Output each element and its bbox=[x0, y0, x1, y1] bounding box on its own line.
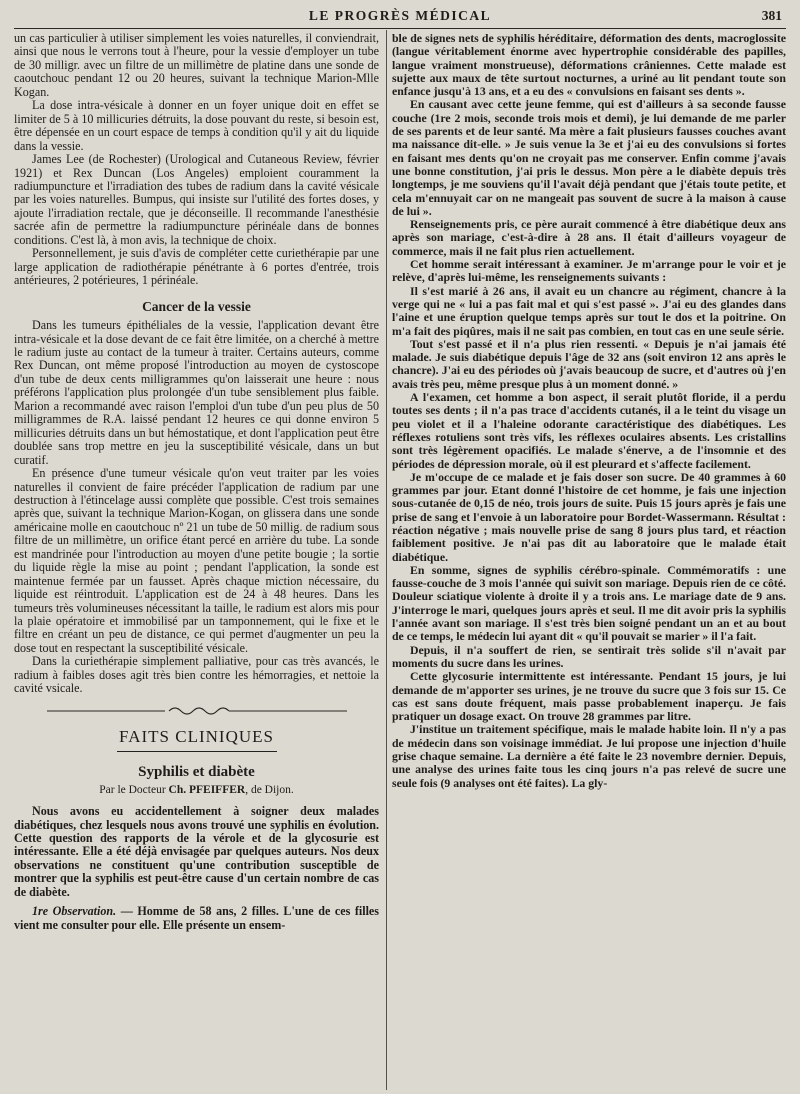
section-heading: Cancer de la vessie bbox=[142, 298, 251, 314]
page-header bbox=[14, 8, 786, 30]
paragraph: James Lee (de Rochester) (Urological and Cutaneous Review, février 1921) et Rex Duncan (Los Angeles) emploient couramment la radiumpuncture et l'irradiation des tubes de radium dans la cavité vésicale par les voies naturelles. Bumpus, qui insiste sur l'utilité des fortes doses, y ajoute l'irradiation rectale, que je déconseille. Il recommande l'anesthésie sacrée afin de permettre la radiumpuncture périnéale dans de bonnes conditions. C'est là, à mon avis, la technique de choix. bbox=[14, 152, 379, 247]
right-column bbox=[392, 32, 786, 1088]
paragraph: Je m'occupe de ce malade et je fais doser son sucre. De 40 grammes à 60 grammes par jour. Etant donné l'histoire de cet homme, je fais une injection sous-cutanée de 0,15 de néo, trois jours de suite. Puis 15 jours après je fais une prise de sang et l'envoie à un laboratoire pour Bordet-Wassermann. Résultat : réaction négative ; mais nouvelle prise de sang 8 jours plus tard, et réaction faiblement positive. Je n'ai pas dit au laboratoire que le malade était diabétique. bbox=[392, 469, 786, 564]
paragraph: Nous avons eu accidentellement à soigner deux malades diabétiques, chez lesquels nous avons trouvé une syphilis en évolution. Cette question des rapports de la vérole et de la glycosurie est intéressante. Elle a été déjà envisagée par quelques auteurs. Nos deux observations ne constituent qu'une contribution susceptible de montrer que la syphilis est peut-être cause d'un certain nombre de cas de diabète. bbox=[14, 804, 379, 899]
paragraph: Renseignements pris, ce père aurait commencé à être diabétique deux ans après son mariage, c'est-à-dire à 28 ans. Il était d'ailleurs voyageur de commerce, mais il ne fait plus rien actuellement. bbox=[392, 217, 786, 258]
left-column bbox=[14, 32, 379, 1088]
paragraph: En somme, signes de syphilis cérébro-spinale. Commémoratifs : une fausse-couche de 3 mois l'année qui suivit son mariage. Depuis rien de ce côté. Douleur sciatique violente à droite il y a trois ans. Le mariage date de 9 ans. J'interroge le mari, quelques jours après et seul. Il me dit avoir pris la syphilis l'année avant son mariage. Il s'est très bien soigné pendant un an et au bout de ce temps, le médecin lui ayant dit « qu'il pouvait se marier » il l'a fait. bbox=[392, 562, 786, 644]
paragraph: Il s'est marié à 26 ans, il avait eu un chancre au régiment, chancre à la verge qui ne « lui a pas fait mal et qui s'est passé ». J'ai eu des glandes dans l'aine et une éruption quelque temps après sur tout le dos et la poitrine. On m'a fait des piqûres, mais il ne sait pas combien, en tout cas en une seule série. bbox=[392, 283, 786, 338]
paragraph: La dose intra-vésicale à donner en un foyer unique doit en effet se limiter de 5 à 10 millicuries détruits, la dose pouvant du reste, si besoin est, être dépensée en un court espace de temps à condition qu'il y ait du liquide dans la vessie. bbox=[14, 98, 379, 153]
byline-prefix: Par le Docteur bbox=[99, 783, 166, 796]
paragraph: A l'examen, cet homme a bon aspect, il serait plutôt floride, il a perdu toutes ses dents ; il n'a pas trace d'accidents cutanés, il a le teint du visage un peu violet et il a l'haleine odorante caractéristique des diabétiques. Les réflexes rotuliens sont très vifs, les réflexes oculaires absents. Les cristallins sont très légèrement opacifiés. Le malade s'énerve, a de l'insomnie et des périodes de dépression morale, où il est pleurard et s'affecte facilement. bbox=[392, 390, 786, 471]
byline bbox=[14, 784, 379, 797]
byline-author: Ch. PFEIFFER bbox=[168, 783, 246, 796]
paragraph: Cette glycosurie intermittente est intéressante. Pendant 15 jours, je lui demande de m'apporter ses urines, je ne trouve du sucre que 3 fois sur 15. Ce cas est sans doute fréquent, mais passe probablement inaperçu. Je fais pratiquer un dosage exact. On trouve 28 grammes par litre. bbox=[392, 669, 786, 724]
paragraph: un cas particulier à utiliser simplement les voies naturelles, il conviendrait, ainsi que nous le verrons tout à l'heure, pour la vessie d'employer un tube de 30 milligr. avec un filtre de un millimètre de platine dans une sonde de caoutchouc pendant 12 ou 20 heures, suivant la technique Marion-Mlle Kogan. bbox=[14, 32, 379, 99]
decorative-divider bbox=[14, 704, 379, 718]
paragraph: En présence d'une tumeur vésicale qu'on veut traiter par les voies naturelles il convient de faire précéder l'application de radium par une destruction à l'étincelage aussi complète que possible. C'est trois semaines après que, suivant la technique Marion-Kogan, on glissera dans une sonde américaine molle en caoutchouc nº 21 un tube de 50 millig. de radium sous filtre de un millimètre, un orifice étant percé en arrière du tube. La sonde est mandrinée pour l'introduction au moyen d'une petite bougie ; la sortie du liquide règle la mise au point ; pendant l'application, la sonde est maintenue fermée par un fausset. Après chaque miction nécessaire, du liquide est réintroduit. L'application est de 24 à 48 heures. Dans les tumeurs très volumineuses nécessitant la taille, le radium est alors mis pour la plaie opératoire et immobilisé par un tamponnement, qui le fixe et le filtre en créant un peu de distance, ce qui permet d'augmenter un peu la dose tout en respectant la susceptibilité vésicale. bbox=[14, 466, 379, 655]
header-rule bbox=[14, 28, 786, 29]
observation-text: — Homme de 58 ans, 2 filles. L'une de ces filles vient me consulter pour elle. Elle présente un ensem- bbox=[14, 904, 379, 932]
column-divider bbox=[386, 30, 387, 1090]
observation-paragraph bbox=[14, 905, 379, 932]
byline-suffix: , de Dijon. bbox=[245, 783, 294, 796]
paragraph: Personnellement, je suis d'avis de compléter cette curiethérapie par une large application de radiothérapie pénétrante à 6 portes d'entrée, trois antérieures, 2 potérieures, 1 périnéale. bbox=[14, 246, 379, 288]
paragraph: Dans la curiethérapie simplement palliative, pour cas très avancés, le radium à faibles doses agit très bien contre les hémorragies, et nettoie la cavité vsicale. bbox=[14, 654, 379, 696]
journal-title: LE PROGRÈS MÉDICAL bbox=[308, 8, 492, 23]
section-title-faits-cliniques: FAITS CLINIQUES bbox=[119, 726, 274, 746]
paragraph: Cet homme serait intéressant à examiner. Je m'arrange pour le voir et je relève, d'après lui-même, les renseignements suivants : bbox=[392, 257, 786, 285]
ornament-rule-icon bbox=[47, 704, 347, 718]
paragraph: Dans les tumeurs épithéliales de la vessie, l'application devant être intra-vésicale et la dose devant de ce fait être limitée, on a cherché à mettre le radium juste au contact de la tumeur à traiter. Certains auteurs, comme Rex Duncan, ont même proposé l'introduction au moyen de cystoscope d'un tube de deux cents milligrammes qu'on laisserait une heure : nous préférons l'application plus prolongée d'un tube sensiblement plus faible. Marion a recommandé avec raison l'emploi d'un tube d'un peu plus de 50 milligrammes de R.A. laissé pendant 12 heures ce qui donne environ 5 millicuries détruits dans un but hémostatique, et dont l'application peut être doublée sans trop mettre en jeu la susceptibilité vésicale, dans un but curatif. bbox=[14, 318, 379, 467]
observation-label: 1re Observation. bbox=[32, 904, 117, 919]
article-title: Syphilis et diabète bbox=[138, 764, 255, 781]
page-number: 381 bbox=[761, 8, 782, 23]
paragraph: J'institue un traitement spécifique, mais le malade habite loin. Il n'y a pas de médecin dans son voisinage immédiat. Je lui propose une injection d'huile grise chaque semaine. La dernière a été faite le 23 novembre dernier. Depuis, une analyse des urines faite tous les cinq jours n'a pas relevé de sucre une seule fois (9 analyses ont été faites). La gly- bbox=[392, 722, 786, 790]
paragraph: En causant avec cette jeune femme, qui est d'ailleurs à sa seconde fausse couche (1re 2 mois, seconde trois mois et demi), je lui demande de me parler de ses parents et de leur santé. Ma mère a fait plusieurs fausses couches avant ma naissance dit-elle. » Je suis venue la 3e et j'ai eu des convulsions si fortes en faisant mes dents qu'on ne croyait pas me conserver. Enfin comme j'avais une bonne constitution, j'ai pris le dessus. Mon père a le diabète depuis très longtemps, je me souviens qu'il l'avait déjà pendant que j'étais toute petite, et cela m'ennuyait car on ne mangeait pas souvent de sucre à la maison à cause de lui ». bbox=[392, 97, 786, 218]
paragraph: Depuis, il n'a souffert de rien, se sentirait très solide s'il n'avait par moments du sucre dans les urines. bbox=[392, 642, 786, 670]
paragraph: Tout s'est passé et il n'a plus rien ressenti. « Depuis je n'ai jamais été malade. Je suis diabétique depuis l'âge de 32 ans (soit environ 12 ans après le chancre). J'ai eu des périodes où j'avais beaucoup de sucre, et d'autres où j'en avais très peu, même presque plus à un moment donné. » bbox=[392, 336, 786, 391]
paragraph: ble de signes nets de syphilis héréditaire, déformation des dents, macroglossite (langue véritablement énorme avec hypertrophie considérable des papilles, langue vraiment monstrueuse), déformations crâniennes. Cette malade est sujette aux maux de tête surtout nocturnes, a uriné au lit pendant toute son enfance jusqu'à 13 ans, et a eu des « convulsions en faisant ses dents ». bbox=[392, 32, 786, 99]
title-rule bbox=[117, 751, 277, 752]
